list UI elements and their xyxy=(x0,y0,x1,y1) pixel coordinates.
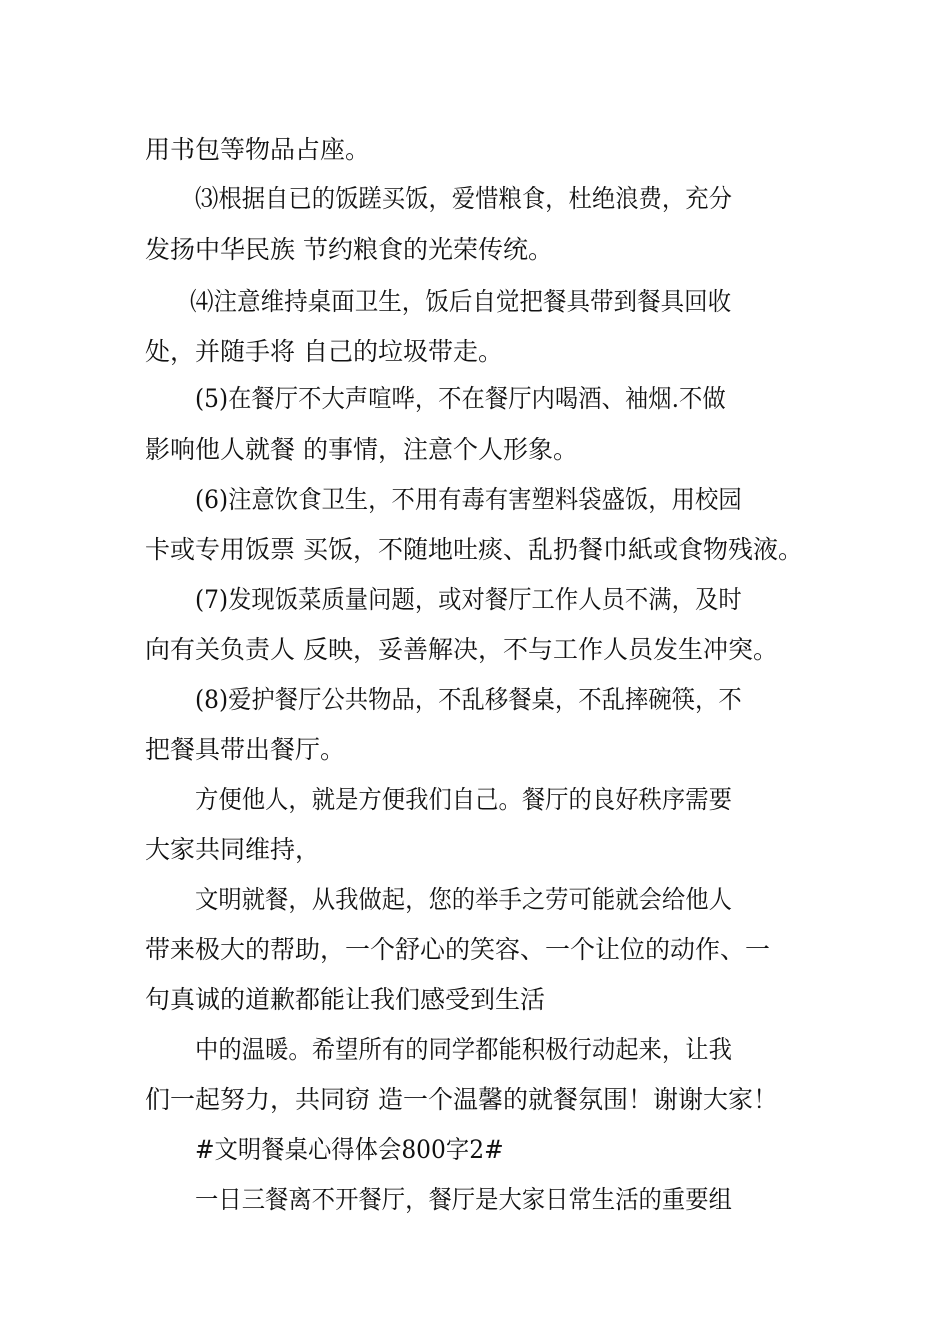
text-line: (6)注意饮食卫生，不用有毒有害塑料袋盛饭，用校园 xyxy=(195,485,742,514)
text-line: 带来极大的帮助，一个舒心的笑容、一个让位的动作、一 xyxy=(145,935,771,964)
text-line: 发扬中华民族 节约粮食的光荣传统。 xyxy=(145,235,553,264)
text-line: 把餐具带出餐厅。 xyxy=(145,735,346,764)
text-line: 方便他人，就是方便我们自己。餐厅的良好秩序需要 xyxy=(195,785,732,814)
text-line: (5)在餐厅不大声喧哗，不在餐厅内喝酒、袖烟.不做 xyxy=(195,384,726,413)
text-line: 大家共同维持， xyxy=(145,835,321,864)
text-line: 影响他人就餐 的事情，注意个人形象。 xyxy=(145,435,578,464)
text-line: (8)爱护餐厅公共物品，不乱移餐桌，不乱摔碗筷，不 xyxy=(195,685,742,714)
text-line: ⑷注意维持桌面卫生，饭后自觉把餐具带到餐具回收 xyxy=(190,287,732,316)
text-line: 卡或专用饭票 买饭，不随地吐痰、乱扔餐巾紙或食物残液。 xyxy=(145,535,803,564)
text-line: 用书包等物品占座。 xyxy=(145,135,371,164)
text-line: ⑶根据自已的饭蹉买饭，爱惜粮食，杜绝浪费，充分 xyxy=(195,184,732,213)
text-line: 句真诚的道歉都能让我们感受到生活 xyxy=(145,985,546,1014)
text-line: (7)发现饭菜质量问题，或对餐厅工作人员不满，及时 xyxy=(195,585,742,614)
text-line: 处，并随手将 自己的垃圾带走。 xyxy=(145,337,503,366)
text-line: 中的温暖。希望所有的同学都能积极行动起来，让我 xyxy=(195,1035,732,1064)
section-heading: #文明餐桌心得体会800字2# xyxy=(195,1135,504,1164)
text-line: 们一起努力，共同窃 造一个温馨的就餐氛围！谢谢大家！ xyxy=(145,1085,778,1114)
text-line: 一日三餐离不开餐厅，餐厅是大家日常生活的重要组 xyxy=(195,1185,732,1214)
text-line: 向有关负责人 反映，妥善解决，不与工作人员发生冲突。 xyxy=(145,635,778,664)
text-line: 文明就餐，从我做起，您的举手之劳可能就会给他人 xyxy=(195,885,732,914)
